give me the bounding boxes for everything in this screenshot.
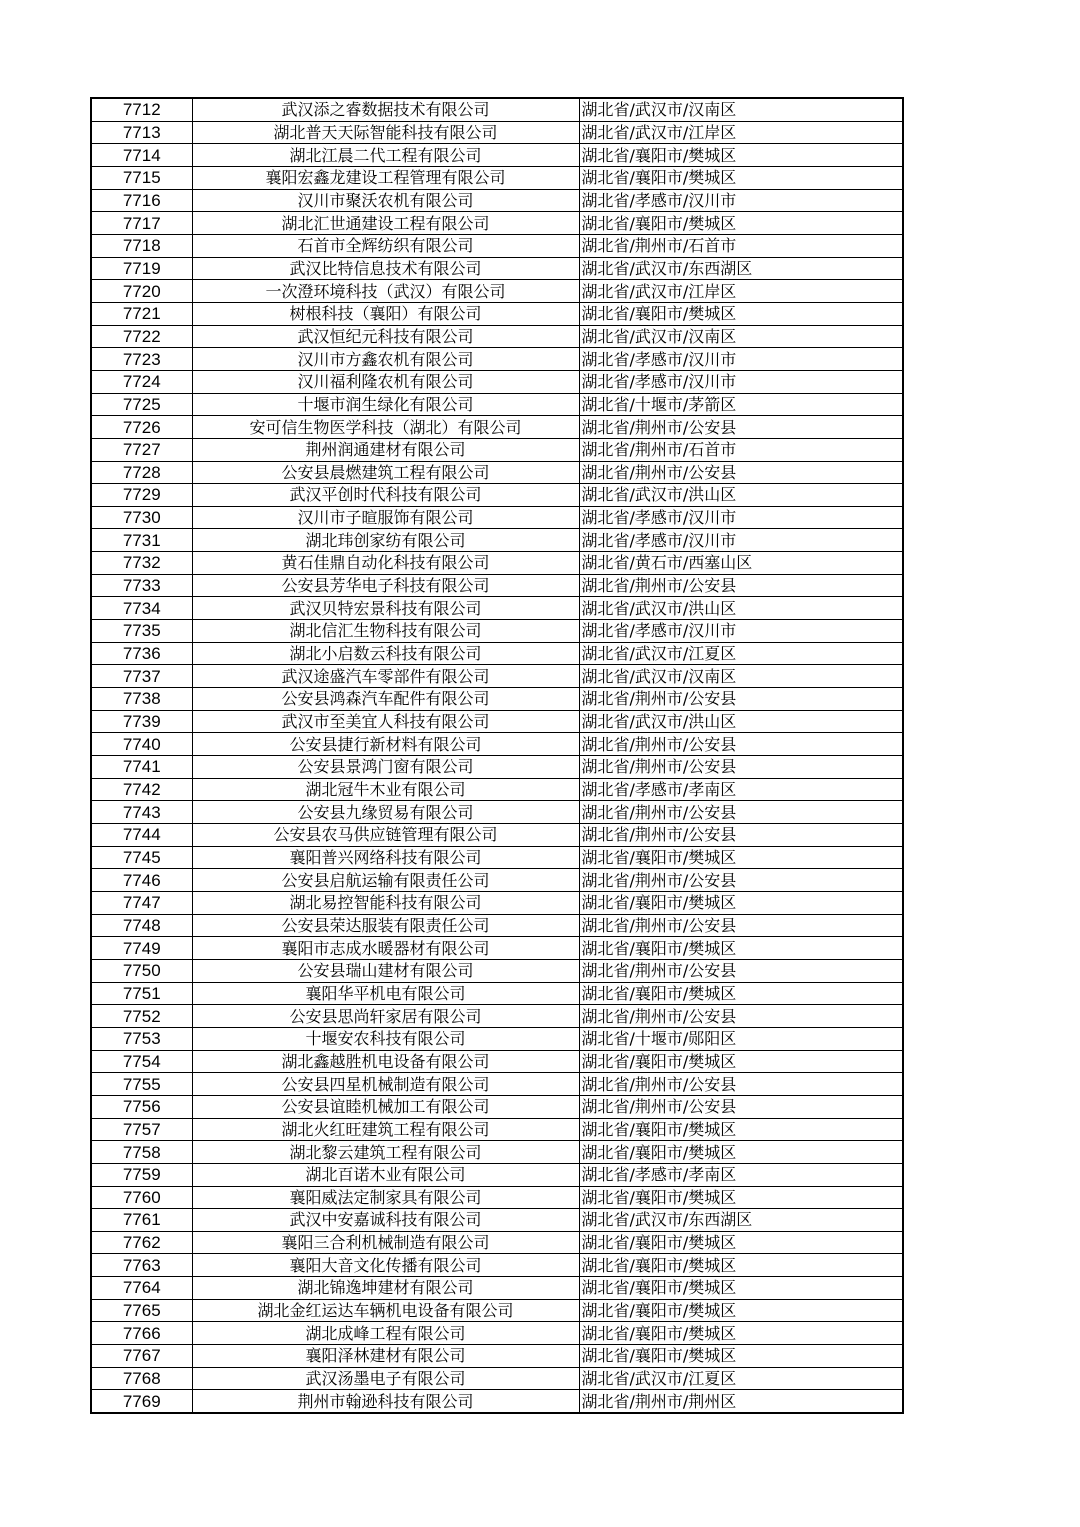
company-region: 湖北省/荆州市/公安县 <box>579 1095 903 1118</box>
row-number: 7737 <box>91 665 192 688</box>
company-name: 树根科技（襄阳）有限公司 <box>192 302 579 325</box>
company-region: 湖北省/襄阳市/樊城区 <box>579 166 903 189</box>
row-number: 7766 <box>91 1322 192 1345</box>
company-region: 湖北省/孝感市/汉川市 <box>579 189 903 212</box>
table-row <box>91 1050 903 1073</box>
table-row <box>91 302 903 325</box>
table-row <box>91 1345 903 1368</box>
company-name: 湖北汇世通建设工程有限公司 <box>192 212 579 235</box>
table-row <box>91 801 903 824</box>
table-row <box>91 710 903 733</box>
row-number: 7754 <box>91 1050 192 1073</box>
company-region: 湖北省/荆州市/公安县 <box>579 914 903 937</box>
company-region: 湖北省/孝感市/孝南区 <box>579 1163 903 1186</box>
table-row <box>91 688 903 711</box>
company-name: 十堰市润生绿化有限公司 <box>192 393 579 416</box>
row-number: 7730 <box>91 506 192 529</box>
company-region: 湖北省/武汉市/洪山区 <box>579 710 903 733</box>
row-number: 7726 <box>91 416 192 439</box>
row-number: 7759 <box>91 1163 192 1186</box>
table-row <box>91 393 903 416</box>
row-number: 7725 <box>91 393 192 416</box>
company-name: 湖北火红旺建筑工程有限公司 <box>192 1118 579 1141</box>
row-number: 7764 <box>91 1277 192 1300</box>
row-number: 7767 <box>91 1345 192 1368</box>
company-region: 湖北省/武汉市/汉南区 <box>579 325 903 348</box>
company-region: 湖北省/襄阳市/樊城区 <box>579 937 903 960</box>
row-number: 7716 <box>91 189 192 212</box>
company-name: 汉川市聚沃农机有限公司 <box>192 189 579 212</box>
table-row <box>91 212 903 235</box>
table-row <box>91 1277 903 1300</box>
data-table <box>90 97 904 1414</box>
company-region: 湖北省/襄阳市/樊城区 <box>579 1322 903 1345</box>
row-number: 7718 <box>91 234 192 257</box>
company-region: 湖北省/襄阳市/樊城区 <box>579 1231 903 1254</box>
company-region: 湖北省/十堰市/茅箭区 <box>579 393 903 416</box>
company-name: 湖北信汇生物科技有限公司 <box>192 620 579 643</box>
table-row <box>91 1073 903 1096</box>
company-name: 襄阳泽林建材有限公司 <box>192 1345 579 1368</box>
company-region: 湖北省/孝感市/汉川市 <box>579 506 903 529</box>
company-name: 武汉平创时代科技有限公司 <box>192 484 579 507</box>
table-row <box>91 1027 903 1050</box>
table-row <box>91 1118 903 1141</box>
table-row <box>91 914 903 937</box>
company-name: 荆州市翰逊科技有限公司 <box>192 1390 579 1413</box>
table-row <box>91 257 903 280</box>
company-region: 湖北省/武汉市/江岸区 <box>579 121 903 144</box>
company-name: 公安县景鸿门窗有限公司 <box>192 756 579 779</box>
company-name: 湖北锦逸坤建材有限公司 <box>192 1277 579 1300</box>
company-name: 湖北易控智能科技有限公司 <box>192 891 579 914</box>
company-name: 公安县四星机械制造有限公司 <box>192 1073 579 1096</box>
table-row <box>91 891 903 914</box>
row-number: 7723 <box>91 348 192 371</box>
company-name: 公安县鸿森汽车配件有限公司 <box>192 688 579 711</box>
company-region: 湖北省/武汉市/东西湖区 <box>579 1209 903 1232</box>
table-row <box>91 484 903 507</box>
table-body <box>91 98 903 1413</box>
company-name: 安可信生物医学科技（湖北）有限公司 <box>192 416 579 439</box>
table-row <box>91 1322 903 1345</box>
company-region: 湖北省/荆州市/公安县 <box>579 756 903 779</box>
company-region: 湖北省/孝感市/汉川市 <box>579 370 903 393</box>
table-row <box>91 325 903 348</box>
table-row <box>91 1095 903 1118</box>
company-region: 湖北省/武汉市/汉南区 <box>579 98 903 121</box>
company-name: 公安县芳华电子科技有限公司 <box>192 574 579 597</box>
row-number: 7735 <box>91 620 192 643</box>
company-name: 公安县瑞山建材有限公司 <box>192 959 579 982</box>
table-row <box>91 416 903 439</box>
row-number: 7751 <box>91 982 192 1005</box>
company-region: 湖北省/孝感市/汉川市 <box>579 348 903 371</box>
company-name: 襄阳华平机电有限公司 <box>192 982 579 1005</box>
company-name: 汉川福利隆农机有限公司 <box>192 370 579 393</box>
company-name: 武汉途盛汽车零部件有限公司 <box>192 665 579 688</box>
company-region: 湖北省/荆州市/石首市 <box>579 234 903 257</box>
company-name: 襄阳三合利机械制造有限公司 <box>192 1231 579 1254</box>
table-row <box>91 98 903 121</box>
company-name: 武汉恒纪元科技有限公司 <box>192 325 579 348</box>
row-number: 7738 <box>91 688 192 711</box>
company-region: 湖北省/荆州市/公安县 <box>579 869 903 892</box>
row-number: 7717 <box>91 212 192 235</box>
company-name: 湖北黎云建筑工程有限公司 <box>192 1141 579 1164</box>
row-number: 7749 <box>91 937 192 960</box>
row-number: 7712 <box>91 98 192 121</box>
table-row <box>91 506 903 529</box>
company-region: 湖北省/荆州市/公安县 <box>579 733 903 756</box>
company-region: 湖北省/武汉市/江夏区 <box>579 1367 903 1390</box>
row-number: 7728 <box>91 461 192 484</box>
row-number: 7740 <box>91 733 192 756</box>
company-region: 湖北省/武汉市/江岸区 <box>579 280 903 303</box>
row-number: 7757 <box>91 1118 192 1141</box>
company-name: 公安县捷行新材料有限公司 <box>192 733 579 756</box>
company-region: 湖北省/武汉市/江夏区 <box>579 642 903 665</box>
company-name: 湖北成峰工程有限公司 <box>192 1322 579 1345</box>
company-name: 武汉贝特宏景科技有限公司 <box>192 597 579 620</box>
table-row <box>91 756 903 779</box>
table-row <box>91 1163 903 1186</box>
company-name: 武汉市至美宜人科技有限公司 <box>192 710 579 733</box>
row-number: 7761 <box>91 1209 192 1232</box>
row-number: 7734 <box>91 597 192 620</box>
row-number: 7753 <box>91 1027 192 1050</box>
row-number: 7714 <box>91 144 192 167</box>
company-region: 湖北省/襄阳市/樊城区 <box>579 302 903 325</box>
row-number: 7713 <box>91 121 192 144</box>
row-number: 7744 <box>91 824 192 847</box>
row-number: 7750 <box>91 959 192 982</box>
company-name: 湖北玮创家纺有限公司 <box>192 529 579 552</box>
company-name: 公安县晨燃建筑工程有限公司 <box>192 461 579 484</box>
company-name: 公安县谊睦机械加工有限公司 <box>192 1095 579 1118</box>
table-row <box>91 778 903 801</box>
company-region: 湖北省/襄阳市/樊城区 <box>579 982 903 1005</box>
company-name: 武汉汤墨电子有限公司 <box>192 1367 579 1390</box>
company-list-table <box>90 97 902 1414</box>
company-name: 湖北金红运达车辆机电设备有限公司 <box>192 1299 579 1322</box>
table-row <box>91 529 903 552</box>
company-name: 汉川市子暄服饰有限公司 <box>192 506 579 529</box>
company-region: 湖北省/荆州市/公安县 <box>579 574 903 597</box>
company-region: 湖北省/襄阳市/樊城区 <box>579 1345 903 1368</box>
company-name: 武汉中安嘉诚科技有限公司 <box>192 1209 579 1232</box>
company-name: 黄石佳鼎自动化科技有限公司 <box>192 552 579 575</box>
row-number: 7741 <box>91 756 192 779</box>
company-name: 襄阳威法定制家具有限公司 <box>192 1186 579 1209</box>
company-region: 湖北省/孝感市/孝南区 <box>579 778 903 801</box>
company-name: 公安县荣达服装有限责任公司 <box>192 914 579 937</box>
row-number: 7729 <box>91 484 192 507</box>
company-region: 湖北省/襄阳市/樊城区 <box>579 1186 903 1209</box>
company-region: 湖北省/襄阳市/樊城区 <box>579 1141 903 1164</box>
table-row <box>91 1231 903 1254</box>
company-name: 襄阳普兴网络科技有限公司 <box>192 846 579 869</box>
table-row <box>91 959 903 982</box>
company-name: 武汉添之睿数据技术有限公司 <box>192 98 579 121</box>
company-region: 湖北省/武汉市/洪山区 <box>579 484 903 507</box>
row-number: 7758 <box>91 1141 192 1164</box>
row-number: 7763 <box>91 1254 192 1277</box>
company-name: 公安县九缘贸易有限公司 <box>192 801 579 824</box>
table-row <box>91 1141 903 1164</box>
company-region: 湖北省/襄阳市/樊城区 <box>579 1254 903 1277</box>
company-name: 石首市全辉纺织有限公司 <box>192 234 579 257</box>
row-number: 7745 <box>91 846 192 869</box>
company-region: 湖北省/荆州市/公安县 <box>579 688 903 711</box>
table-row <box>91 982 903 1005</box>
company-name: 襄阳宏鑫龙建设工程管理有限公司 <box>192 166 579 189</box>
table-row <box>91 597 903 620</box>
company-region: 湖北省/武汉市/汉南区 <box>579 665 903 688</box>
row-number: 7720 <box>91 280 192 303</box>
company-region: 湖北省/襄阳市/樊城区 <box>579 144 903 167</box>
company-region: 湖北省/襄阳市/樊城区 <box>579 212 903 235</box>
row-number: 7724 <box>91 370 192 393</box>
company-region: 湖北省/荆州市/公安县 <box>579 1073 903 1096</box>
table-row <box>91 189 903 212</box>
table-row <box>91 370 903 393</box>
table-row <box>91 234 903 257</box>
table-row <box>91 552 903 575</box>
table-row <box>91 1367 903 1390</box>
company-name: 公安县启航运输有限责任公司 <box>192 869 579 892</box>
company-region: 湖北省/黄石市/西塞山区 <box>579 552 903 575</box>
table-row <box>91 144 903 167</box>
table-row <box>91 824 903 847</box>
table-row <box>91 1299 903 1322</box>
row-number: 7762 <box>91 1231 192 1254</box>
table-row <box>91 1254 903 1277</box>
row-number: 7755 <box>91 1073 192 1096</box>
company-region: 湖北省/荆州市/公安县 <box>579 801 903 824</box>
table-row <box>91 620 903 643</box>
company-name: 荆州润通建材有限公司 <box>192 438 579 461</box>
company-region: 湖北省/武汉市/洪山区 <box>579 597 903 620</box>
company-name: 襄阳市志成水暖器材有限公司 <box>192 937 579 960</box>
company-region: 湖北省/襄阳市/樊城区 <box>579 846 903 869</box>
row-number: 7719 <box>91 257 192 280</box>
company-name: 汉川市方鑫农机有限公司 <box>192 348 579 371</box>
row-number: 7748 <box>91 914 192 937</box>
table-row <box>91 166 903 189</box>
company-region: 湖北省/襄阳市/樊城区 <box>579 1118 903 1141</box>
table-row <box>91 937 903 960</box>
company-name: 湖北小启数云科技有限公司 <box>192 642 579 665</box>
company-name: 湖北百诺木业有限公司 <box>192 1163 579 1186</box>
company-region: 湖北省/荆州市/公安县 <box>579 959 903 982</box>
row-number: 7747 <box>91 891 192 914</box>
company-name: 公安县思尚轩家居有限公司 <box>192 1005 579 1028</box>
row-number: 7765 <box>91 1299 192 1322</box>
row-number: 7768 <box>91 1367 192 1390</box>
company-region: 湖北省/荆州市/公安县 <box>579 416 903 439</box>
company-name: 一次澄环境科技（武汉）有限公司 <box>192 280 579 303</box>
row-number: 7760 <box>91 1186 192 1209</box>
table-row <box>91 280 903 303</box>
company-region: 湖北省/孝感市/汉川市 <box>579 620 903 643</box>
row-number: 7721 <box>91 302 192 325</box>
company-region: 湖北省/荆州市/公安县 <box>579 1005 903 1028</box>
table-row <box>91 1390 903 1413</box>
company-name: 公安县农马供应链管理有限公司 <box>192 824 579 847</box>
table-row <box>91 574 903 597</box>
company-region: 湖北省/襄阳市/樊城区 <box>579 1299 903 1322</box>
table-row <box>91 642 903 665</box>
row-number: 7742 <box>91 778 192 801</box>
row-number: 7743 <box>91 801 192 824</box>
company-region: 湖北省/荆州市/公安县 <box>579 824 903 847</box>
row-number: 7739 <box>91 710 192 733</box>
company-name: 武汉比特信息技术有限公司 <box>192 257 579 280</box>
row-number: 7722 <box>91 325 192 348</box>
table-row <box>91 1209 903 1232</box>
row-number: 7732 <box>91 552 192 575</box>
table-row <box>91 665 903 688</box>
company-name: 十堰安农科技有限公司 <box>192 1027 579 1050</box>
table-row <box>91 348 903 371</box>
company-region: 湖北省/荆州市/荆州区 <box>579 1390 903 1413</box>
row-number: 7733 <box>91 574 192 597</box>
company-name: 湖北江晨二代工程有限公司 <box>192 144 579 167</box>
row-number: 7756 <box>91 1095 192 1118</box>
company-region: 湖北省/荆州市/公安县 <box>579 461 903 484</box>
table-row <box>91 461 903 484</box>
table-row <box>91 1186 903 1209</box>
table-row <box>91 869 903 892</box>
company-region: 湖北省/十堰市/郧阳区 <box>579 1027 903 1050</box>
company-region: 湖北省/襄阳市/樊城区 <box>579 1050 903 1073</box>
row-number: 7736 <box>91 642 192 665</box>
company-region: 湖北省/襄阳市/樊城区 <box>579 891 903 914</box>
company-name: 襄阳大音文化传播有限公司 <box>192 1254 579 1277</box>
row-number: 7746 <box>91 869 192 892</box>
row-number: 7752 <box>91 1005 192 1028</box>
company-name: 湖北冠牛木业有限公司 <box>192 778 579 801</box>
row-number: 7727 <box>91 438 192 461</box>
table-row <box>91 121 903 144</box>
company-name: 湖北普天天际智能科技有限公司 <box>192 121 579 144</box>
row-number: 7731 <box>91 529 192 552</box>
row-number: 7715 <box>91 166 192 189</box>
table-row <box>91 846 903 869</box>
company-name: 湖北鑫越胜机电设备有限公司 <box>192 1050 579 1073</box>
table-row <box>91 438 903 461</box>
company-region: 湖北省/荆州市/石首市 <box>579 438 903 461</box>
table-row <box>91 1005 903 1028</box>
company-region: 湖北省/孝感市/汉川市 <box>579 529 903 552</box>
company-region: 湖北省/武汉市/东西湖区 <box>579 257 903 280</box>
row-number: 7769 <box>91 1390 192 1413</box>
company-region: 湖北省/襄阳市/樊城区 <box>579 1277 903 1300</box>
table-row <box>91 733 903 756</box>
